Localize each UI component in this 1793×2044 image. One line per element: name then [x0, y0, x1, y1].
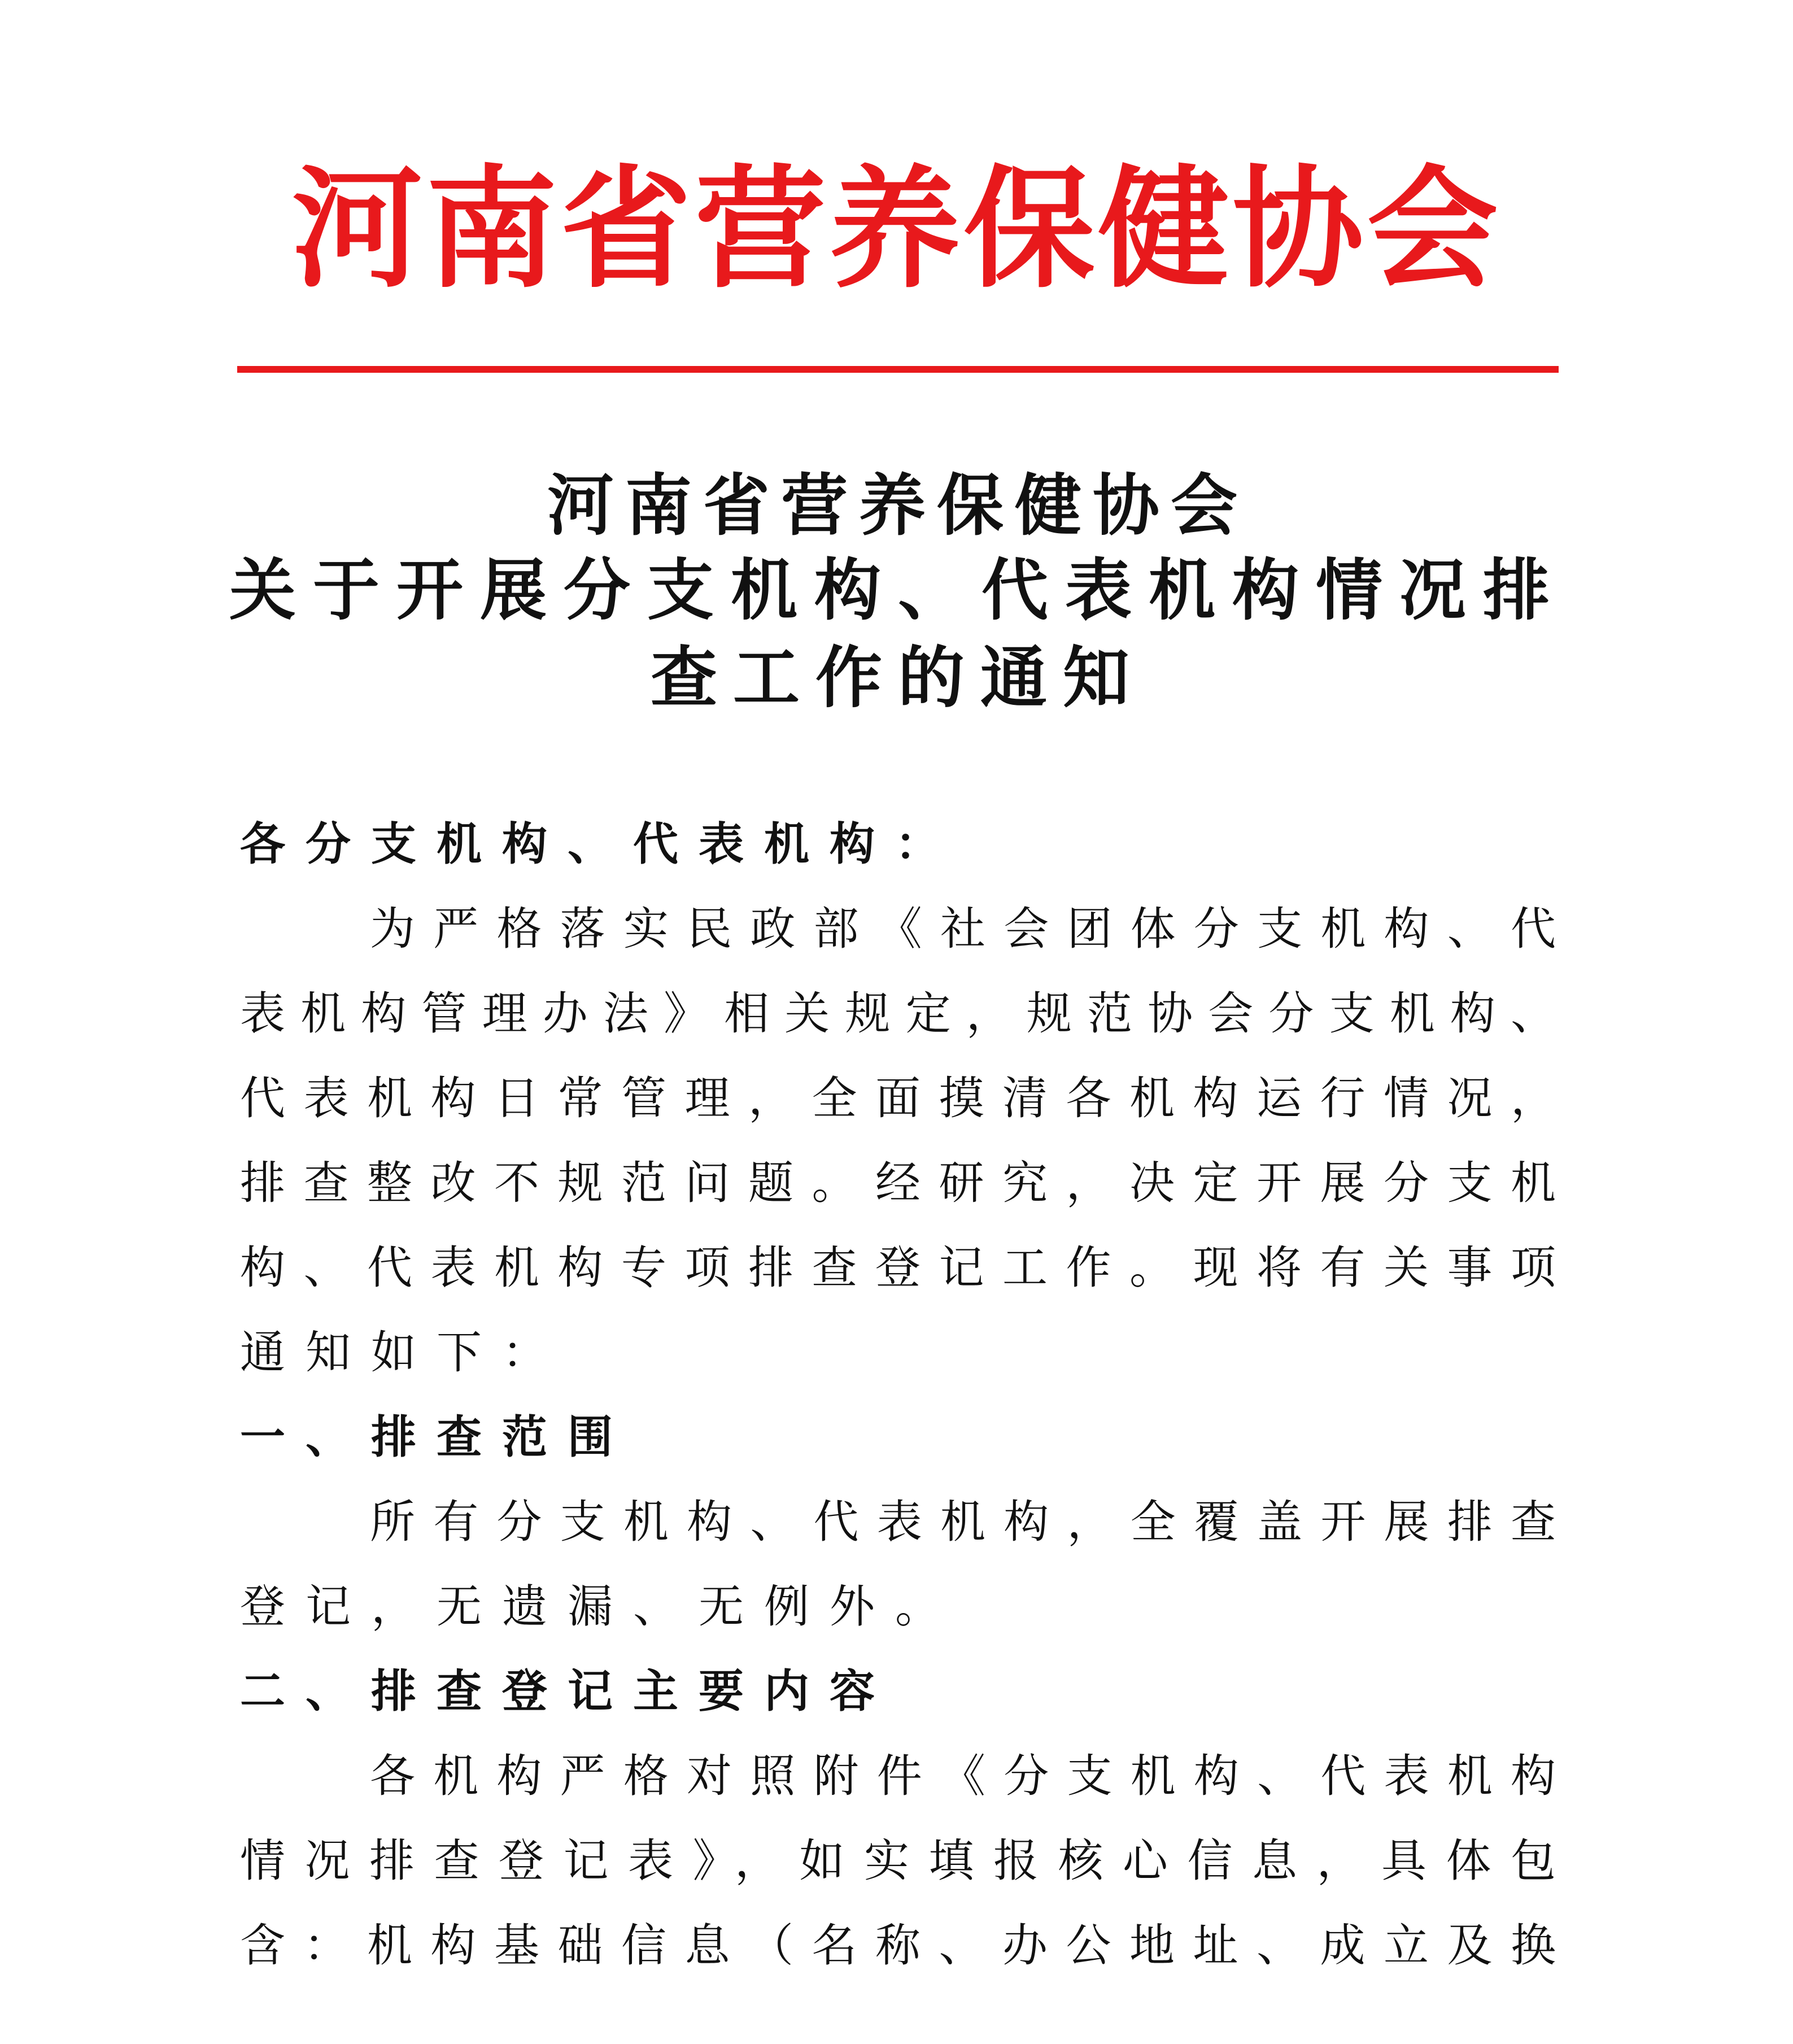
red-divider [237, 366, 1559, 373]
section2-line: 情况排查登记表》，如实填报核心信息，具体包 [240, 1834, 1556, 1887]
section-heading-1: 一、排查范围 [240, 1411, 633, 1463]
salutation: 各分支机构、代表机构： [240, 818, 961, 870]
notice-title-line-3: 查工作的通知 [650, 639, 1145, 717]
intro-line: 排查整改不规范问题。经研究，决定开展分支机 [240, 1157, 1556, 1209]
section-heading-2: 二、排查登记主要内容 [240, 1665, 895, 1718]
notice-title-line-2: 关于开展分支机构、代表机构情况排 [229, 551, 1567, 629]
section2-line: 含：机构基础信息（名称、办公地址、成立及换 [240, 1919, 1556, 1972]
intro-line: 表机构管理办法》相关规定，规范协会分支机构、 [240, 987, 1556, 1040]
intro-line: 构、代表机构专项排查登记工作。现将有关事项 [240, 1241, 1556, 1294]
intro-line: 代表机构日常管理，全面摸清各机构运行情况， [240, 1072, 1556, 1125]
notice-title-line-1: 河南省营养保健协会 [547, 467, 1249, 544]
section1-line: 所有分支机构、代表机构，全覆盖开展排查 [370, 1496, 1556, 1548]
intro-line: 为严格落实民政部《社会团体分支机构、代 [370, 903, 1556, 955]
masthead-title: 河南省营养保健协会 [291, 151, 1502, 306]
section1-line: 登记，无遗漏、无例外。 [240, 1580, 961, 1633]
section2-line: 各机构严格对照附件《分支机构、代表机构 [370, 1750, 1556, 1802]
intro-line: 通知如下： [240, 1326, 568, 1379]
